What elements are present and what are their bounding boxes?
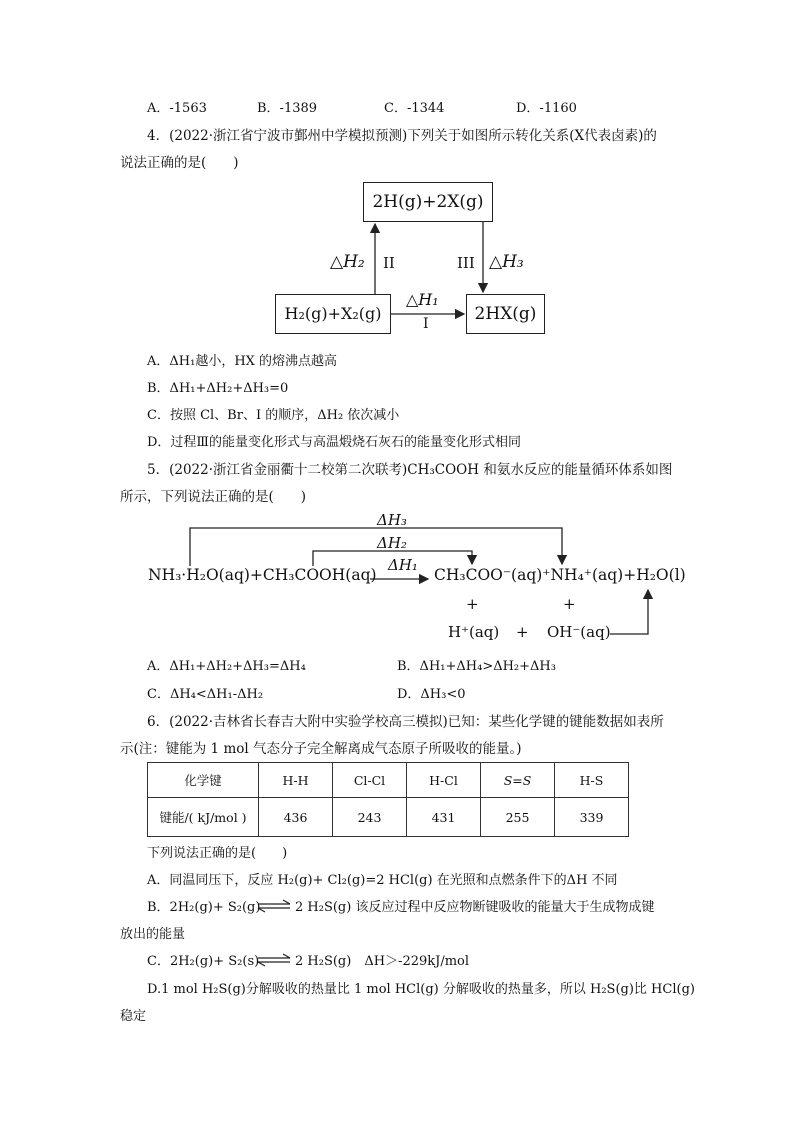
equilibrium-arrow-icon (256, 898, 292, 914)
q6-option-b-left: B．2H₂(g)+ S₂(g) (147, 900, 261, 915)
q4-roman-1: I (423, 316, 429, 332)
q5-ion-h: H⁺(aq) (448, 623, 500, 641)
q6-option-a: A．同温同压下，反应 H₂(g)+ Cl₂(g)=2 HCl(g) 在光照和点燃条件下的ΔH 不同 (147, 873, 618, 888)
q3-option-a: A．-1563 (147, 101, 207, 116)
q6-option-b-right: 2 H₂S(g) 该反应过程中反应物断键吸收的能量大于生成物成键 (295, 900, 655, 915)
q5-dh1-label: ΔH₁ (388, 556, 418, 574)
q4-option-c: C．按照 Cl、Br、I 的顺序，ΔH₂ 依次减小 (147, 408, 400, 423)
q5-option-b: B．ΔH₁+ΔH₄>ΔH₂+ΔH₃ (397, 659, 556, 674)
table-cell: 436 (259, 798, 333, 837)
bond-energy-table (147, 762, 629, 837)
table-header-cell: H-H (259, 763, 333, 798)
q4-box-left: H₂(g)+X₂(g) (284, 304, 382, 323)
q6-prompt: 下列说法正确的是( ) (147, 846, 288, 861)
equilibrium-arrow-icon (256, 952, 292, 968)
q5-option-a: A．ΔH₁+ΔH₂+ΔH₃=ΔH₄ (147, 659, 306, 674)
table-cell: 431 (407, 798, 481, 837)
q6-option-d-line1: D.1 mol H₂S(g)分解吸收的热量比 1 mol HCl(g) 分解吸收的热量多，所以 H₂S(g)比 HCl(g) (147, 982, 695, 997)
q5-option-c: C．ΔH₄<ΔH₁-ΔH₂ (147, 687, 264, 702)
q4-roman-3: III (457, 254, 475, 272)
q4-dh1-label: △H₁ (406, 290, 439, 309)
q6-stem-line2: 示(注：键能为 1 mol 气态分子完全解离成气态原子所吸收的能量。) (120, 741, 522, 757)
q4-stem-line1: 4．(2022·浙江省宁波市鄞州中学模拟预测)下列关于如图所示转化关系(X代表卤素)的 (147, 128, 657, 144)
q6-option-c-left: C．2H₂(g)+ S₂(s) (147, 954, 260, 969)
q5-reactants: NH₃·H₂O(aq)+CH₃COOH(aq) (148, 566, 377, 584)
table-header-cell: S=S (481, 763, 555, 798)
q3-option-b: B．-1389 (257, 101, 318, 116)
q5-plus-left: + (466, 595, 479, 613)
q5-products: CH₃COO⁻(aq)⁺NH₄⁺(aq)+H₂O(l) (434, 566, 686, 584)
table-cell: 339 (555, 798, 629, 837)
q3-option-d: D．-1160 (516, 101, 577, 116)
q5-plus-right: + (563, 595, 576, 613)
table-header-row (148, 763, 629, 798)
q4-box-top: 2H(g)+2X(g) (372, 192, 484, 212)
table-header-cell: 化学键 (148, 763, 259, 798)
q5-ion-oh: OH⁻(aq) (547, 623, 611, 641)
q5-option-d: D．ΔH₃<0 (397, 687, 466, 702)
table-row-label: 键能/( kJ/mol ) (148, 798, 259, 837)
q3-option-c: C．-1344 (384, 101, 445, 116)
q6-option-c-right: 2 H₂S(g) ΔH＞-229kJ/mol (295, 954, 470, 969)
q5-stem-line2: 所示，下列说法正确的是( ) (120, 489, 307, 505)
table-cell: 243 (333, 798, 407, 837)
q4-option-a: A．ΔH₁越小，HX 的熔沸点越高 (147, 354, 338, 369)
q4-dh3-label: △H₃ (489, 252, 524, 272)
q5-plus-middle: + (516, 623, 529, 641)
q5-stem-line1: 5．(2022·浙江省金丽衢十二校第二次联考)CH₃COOH 和氨水反应的能量循环体系如图 (147, 462, 673, 478)
q4-option-b: B．ΔH₁+ΔH₂+ΔH₃=0 (147, 381, 289, 396)
table-header-cell: H-Cl (407, 763, 481, 798)
q6-option-d-line2: 稳定 (120, 1009, 147, 1024)
q4-box-right: 2HX(g) (474, 304, 537, 324)
q5-dh3-label: ΔH₃ (377, 511, 407, 529)
table-header-cell: H-S (555, 763, 629, 798)
q4-dh2-label: △H₂ (330, 252, 365, 272)
table-row (148, 798, 629, 837)
q6-stem-line1: 6．(2022·吉林省长春吉大附中实验学校高三模拟)已知：某些化学键的键能数据如表所 (147, 714, 664, 730)
q4-option-d: D．过程Ⅲ的能量变化形式与高温煅烧石灰石的能量变化形式相同 (147, 435, 521, 450)
table-cell: 255 (481, 798, 555, 837)
table-header-cell: Cl-Cl (333, 763, 407, 798)
q4-stem-line2: 说法正确的是( ) (120, 155, 239, 171)
q5-dh2-label: ΔH₂ (377, 534, 407, 552)
q6-option-b-line2: 放出的能量 (120, 927, 186, 942)
q4-roman-2: II (383, 254, 395, 272)
